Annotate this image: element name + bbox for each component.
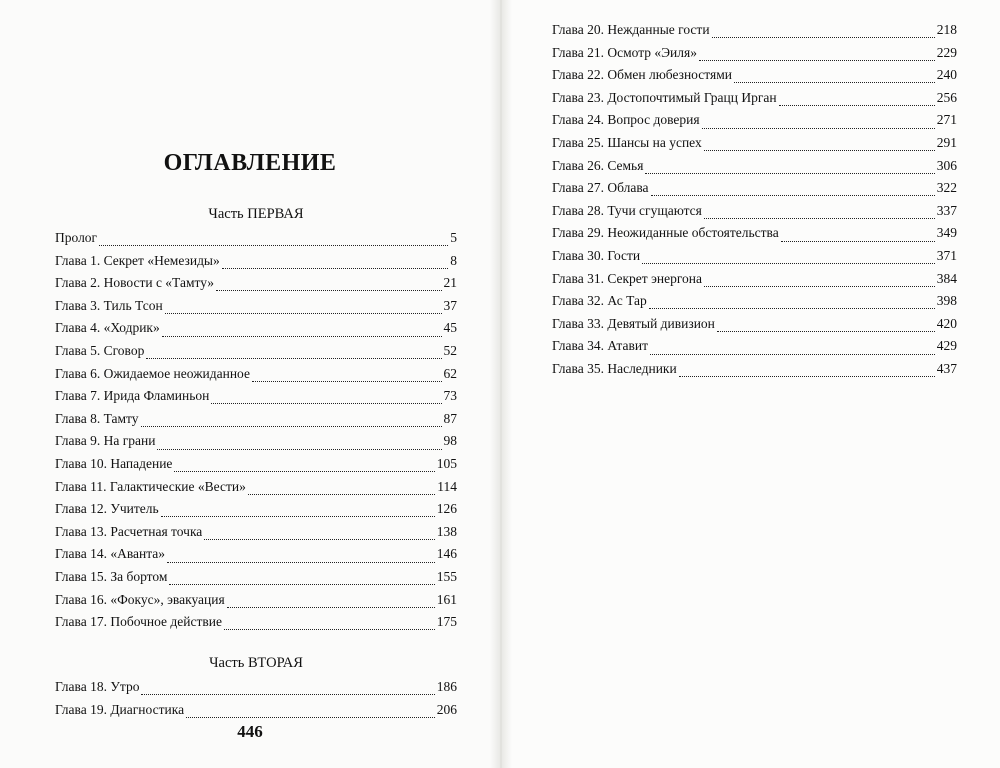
toc-entry [552, 158, 957, 181]
toc-entry-label: Глава 1. Секрет «Немезиды» [55, 252, 220, 268]
toc-entry-label: Глава 22. Обмен любезностями [552, 67, 732, 83]
toc-entry [55, 614, 457, 637]
toc-entry [552, 67, 957, 90]
toc-entry-label: Глава 18. Утро [55, 679, 140, 694]
dot-leader [141, 693, 434, 695]
toc-entry-label: Глава 34. Атавит [552, 338, 648, 354]
toc-entry-page-number: 45 [443, 320, 457, 336]
toc-entry-label: Пролог [55, 230, 98, 245]
dot-leader [167, 561, 435, 563]
toc-entry [552, 135, 957, 158]
toc-entry-label: Глава 17. Побочное действие [55, 614, 222, 630]
toc-entry [55, 501, 457, 524]
dot-leader [186, 716, 435, 718]
dot-leader [146, 357, 441, 359]
toc-entry-page-number: 98 [443, 433, 457, 449]
dot-leader [712, 36, 935, 38]
toc-entry-label: Глава 6. Ожидаемое неожиданное [55, 365, 250, 381]
toc-entry [552, 225, 957, 248]
toc-entry-page-number: 218 [936, 22, 957, 37]
toc-entry-label: Глава 5. Сговор [55, 342, 145, 358]
toc-entry [552, 316, 957, 339]
toc-entry [552, 248, 957, 271]
dot-leader [704, 149, 935, 151]
toc-entry-label: Глава 13. Расчетная точка [55, 523, 203, 539]
dot-leader [649, 307, 935, 309]
toc-entry [552, 45, 957, 68]
toc-entry-page-number: 271 [936, 112, 957, 128]
dot-leader [99, 244, 448, 246]
toc-entry-page-number: 420 [936, 315, 957, 331]
part-one-toc-list [55, 230, 457, 637]
dot-leader [165, 312, 442, 314]
dot-leader [157, 448, 441, 450]
dot-leader [781, 240, 935, 242]
toc-entry-page-number: 37 [443, 297, 457, 313]
toc-entry [552, 90, 957, 113]
dot-leader [717, 330, 935, 332]
toc-entry [55, 388, 457, 411]
toc-entry [552, 271, 957, 294]
toc-entry-page-number: 322 [936, 180, 957, 196]
toc-entry [55, 433, 457, 456]
toc-entry [55, 679, 457, 702]
toc-entry-page-number: 138 [436, 523, 457, 539]
dot-leader [704, 285, 935, 287]
toc-title: ОГЛАВЛЕНИЕ [163, 150, 337, 176]
toc-entry-label: Глава 2. Новости с «Тамту» [55, 275, 215, 291]
toc-entry [55, 546, 457, 569]
toc-entry-page-number: 437 [936, 360, 957, 376]
dot-leader [252, 380, 442, 382]
toc-entry [55, 524, 457, 547]
toc-entry-page-number: 256 [936, 89, 957, 105]
toc-entry-label: Глава 16. «Фокус», эвакуация [55, 591, 225, 607]
toc-entry-page-number: 161 [436, 591, 457, 607]
dot-leader [645, 172, 934, 174]
toc-entry-page-number: 398 [936, 293, 957, 309]
toc-entry-label: Глава 25. Шансы на успех [552, 134, 702, 150]
dot-leader [222, 267, 448, 269]
toc-entry [55, 592, 457, 615]
toc-entry-page-number: 146 [436, 546, 457, 562]
toc-entry [55, 479, 457, 502]
toc-entry [55, 298, 457, 321]
toc-entry-label: Глава 3. Тиль Тсон [55, 297, 163, 313]
toc-entry-page-number: 175 [436, 614, 457, 630]
toc-entry [55, 343, 457, 366]
toc-entry [552, 361, 957, 384]
toc-entry-page-number: 206 [436, 701, 457, 717]
toc-entry-page-number: 291 [936, 134, 957, 150]
toc-entry [55, 230, 457, 253]
toc-entry-page-number: 384 [936, 270, 957, 286]
dot-leader [679, 375, 935, 377]
toc-entry-page-number: 349 [936, 225, 957, 241]
dot-leader [734, 81, 935, 83]
toc-entry-label: Глава 32. Ас Тар [552, 293, 647, 309]
toc-entry-label: Глава 30. Гости [552, 247, 641, 263]
toc-entry-label: Глава 23. Достопочтимый Грацц Ирган [552, 89, 777, 105]
dot-leader [642, 262, 935, 264]
toc-entry [552, 22, 957, 45]
toc-entry-page-number: 73 [443, 388, 457, 404]
toc-entry-page-number: 186 [436, 679, 457, 694]
dot-leader [141, 425, 442, 427]
part-two-toc-list-right [552, 22, 957, 384]
toc-entry-page-number: 337 [936, 202, 957, 218]
toc-entry-label: Глава 24. Вопрос доверия [552, 112, 700, 128]
toc-entry-page-number: 21 [443, 275, 457, 291]
dot-leader [162, 335, 442, 337]
toc-entry-label: Глава 31. Секрет энергона [552, 270, 702, 286]
toc-entry-label: Глава 21. Осмотр «Эиля» [552, 44, 697, 60]
toc-entry-page-number: 5 [450, 230, 457, 245]
toc-entry-label: Глава 14. «Аванта» [55, 546, 166, 562]
toc-entry [552, 293, 957, 316]
toc-entry-label: Глава 12. Учитель [55, 501, 159, 517]
toc-entry-page-number: 87 [443, 410, 457, 426]
dot-leader [161, 515, 435, 517]
toc-entry [552, 338, 957, 361]
toc-entry [55, 320, 457, 343]
dot-leader [227, 606, 435, 608]
toc-entry-label: Глава 15. За бортом [55, 568, 168, 584]
toc-entry-label: Глава 10. Нападение [55, 455, 173, 471]
dot-leader [169, 583, 434, 585]
toc-entry-page-number: 155 [436, 568, 457, 584]
toc-entry-page-number: 240 [936, 67, 957, 83]
toc-entry-page-number: 114 [437, 478, 457, 494]
toc-entry [55, 569, 457, 592]
page-number: 446 [237, 722, 263, 741]
toc-entry-label: Глава 28. Тучи сгущаются [552, 202, 702, 218]
toc-entry [55, 366, 457, 389]
part-two-toc-list-left [55, 679, 457, 724]
toc-entry [552, 203, 957, 226]
toc-entry-label: Глава 27. Облава [552, 180, 649, 196]
toc-entry-label: Глава 33. Девятый дивизион [552, 315, 715, 331]
toc-entry-page-number: 8 [450, 252, 457, 268]
dot-leader [216, 289, 441, 291]
dot-leader [174, 470, 434, 472]
toc-entry [55, 456, 457, 479]
toc-entry-label: Глава 20. Нежданные гости [552, 22, 710, 37]
toc-entry [55, 275, 457, 298]
toc-entry-page-number: 105 [436, 455, 457, 471]
toc-entry-page-number: 371 [936, 247, 957, 263]
toc-entry [55, 702, 457, 725]
part-one-heading: Часть ПЕРВАЯ [208, 206, 304, 222]
dot-leader [651, 194, 935, 196]
toc-entry-page-number: 229 [936, 44, 957, 60]
dot-leader [204, 538, 434, 540]
dot-leader [699, 59, 935, 61]
toc-entry-label: Глава 4. «Ходрик» [55, 320, 160, 336]
toc-entry-label: Глава 8. Тамту [55, 410, 139, 426]
toc-entry-label: Глава 35. Наследники [552, 360, 677, 376]
toc-entry-page-number: 52 [443, 342, 457, 358]
toc-entry-page-number: 62 [443, 365, 457, 381]
dot-leader [211, 402, 441, 404]
dot-leader [248, 493, 435, 495]
toc-entry [552, 180, 957, 203]
dot-leader [650, 353, 935, 355]
toc-entry-page-number: 429 [936, 338, 957, 354]
toc-entry [552, 112, 957, 135]
toc-entry-label: Глава 29. Неожиданные обстоятельства [552, 225, 779, 241]
toc-entry-label: Глава 7. Ирида Фламиньон [55, 388, 210, 404]
dot-leader [704, 217, 935, 219]
part-two-heading: Часть ВТОРАЯ [209, 655, 303, 671]
toc-entry-label: Глава 26. Семья [552, 157, 644, 173]
dot-leader [779, 104, 935, 106]
toc-entry-label: Глава 19. Диагностика [55, 701, 185, 717]
toc-entry-label: Глава 9. На грани [55, 433, 156, 449]
book-gutter [490, 0, 512, 768]
toc-entry-page-number: 306 [936, 157, 957, 173]
toc-entry-page-number: 126 [436, 501, 457, 517]
dot-leader [702, 127, 935, 129]
toc-entry [55, 253, 457, 276]
toc-entry [55, 411, 457, 434]
dot-leader [224, 628, 435, 630]
toc-entry-label: Глава 11. Галактические «Вести» [55, 478, 246, 494]
